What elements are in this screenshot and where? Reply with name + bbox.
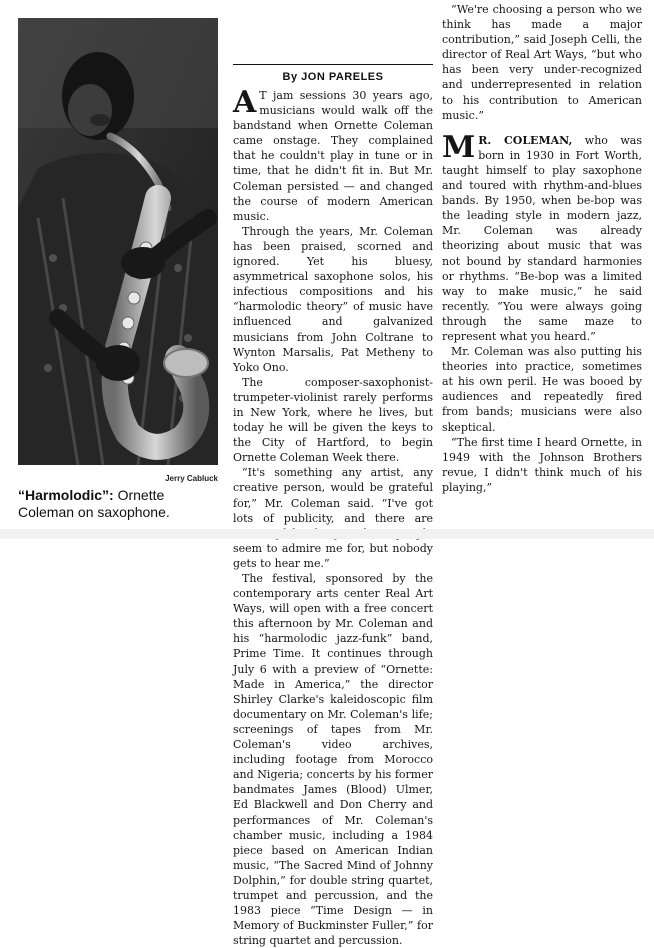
article-paragraph-6: “We're choosing a person who we think has made a major contribution,” said Joseph Celli, the director of Real Art Ways, “but who has been very under-recognized and underrepresented in relation to his contribution to American music.” xyxy=(442,3,642,122)
article-column-2 xyxy=(442,2,642,529)
photo-credit: Jerry Cabluck xyxy=(165,474,218,483)
paragraph-1-text: T jam sessions 30 years ago, musicians would walk off the bandstand when Ornette Coleman came onstage. They complained that he couldn't play in tune or in time, that he didn't fit in. But Mr. Coleman persisted — and changed the course of modern American music. xyxy=(233,89,433,223)
page-bottom-strip xyxy=(0,529,654,539)
article-paragraph-4: “It's something any artist, any creative person, would be grateful for,” Mr. Coleman said. “I've got lots of publicity, and there are seem to admire me for, but nobody gets to hear me.” xyxy=(233,466,433,570)
drop-cap-m: M xyxy=(442,129,476,165)
article-paragraph-8: Mr. Coleman was also putting his theories into practice, sometimes at his own peril. He was booed by audiences and repeatedly fired from bands; musicians were also skeptical. xyxy=(442,345,642,434)
caption-text: Ornette Coleman on saxophone. xyxy=(18,487,170,520)
caption-lead: “Harmolodic”: xyxy=(18,487,114,503)
byline-rule xyxy=(233,64,433,65)
byline: By JON PARELES xyxy=(282,71,384,83)
photo-ornette-coleman xyxy=(18,18,218,465)
article-paragraph-9: “The first time I heard Ornette, in 1949 with the Johnson Brothers revue, I didn't think much of his playing,” xyxy=(442,435,642,494)
article-paragraph-3: The composer-saxophonist-trumpeter-violinist rarely performs in New York, where he lives, but today he will be given the keys to the City of Hartford, to begin Ornette Coleman Week there. xyxy=(233,375,433,465)
article-paragraph-2: Through the years, Mr. Coleman has been praised, scorned and ignored. Yet his bluesy, asymmetrical saxophone solos, his infectious compositions and his “harmolodic theory” of music have influenced and galvanized musicians from John Coltrane to Wynton Marsalis, Pat Metheny to Yoko Ono. xyxy=(233,224,433,374)
saxophone-photo-illustration xyxy=(18,18,218,465)
photo-caption xyxy=(18,487,218,521)
drop-cap-a: A xyxy=(233,85,257,120)
article-column-1 xyxy=(233,85,433,948)
paragraph-7-text: who was born in 1930 in Fort Worth, taught himself to play saxophone and toured with rhythm-and-blues bands. By 1950, when be-bop was the leading style in modern jazz, Mr. Coleman was already theorizing about music that was not bound by standard harmonies or rhythms. “Be-bop was a limited way to make music,” he said recently. “You were always going through the same maze to represent what you heard.” xyxy=(442,133,643,343)
article-paragraph-1 xyxy=(233,85,433,224)
section-lead: R. COLEMAN, xyxy=(478,133,573,147)
article-paragraph-5a: The festival, sponsored by the contemporary arts center Real Art Ways, will open with a free concert this afternoon by Mr. Coleman and his “harmolodic jazz-funk” band, Prime Time. It continues through July 6 with a preview of “Ornette: Made in America,” the director Shirley Clarke's kaleidoscopic film documentary on Mr. Coleman's life; screenings of tapes from Mr. Coleman's video archives, including footage from Morocco and Nigeria; concerts by his former bandmates James (Blood) Ulmer, Ed Blackwell and Don Cherry and performances of Mr. Coleman's chamber music, including a 1984 piece based on American Indian music, “The Sacred Mind of Johnny Dolphin,” for double string quartet, trumpet and percussion, and the 1983 piece “Time Design — in Memory of Buckminster Fuller,” for string quartet and percussion. xyxy=(233,572,433,948)
article-paragraph-7 xyxy=(442,129,643,344)
